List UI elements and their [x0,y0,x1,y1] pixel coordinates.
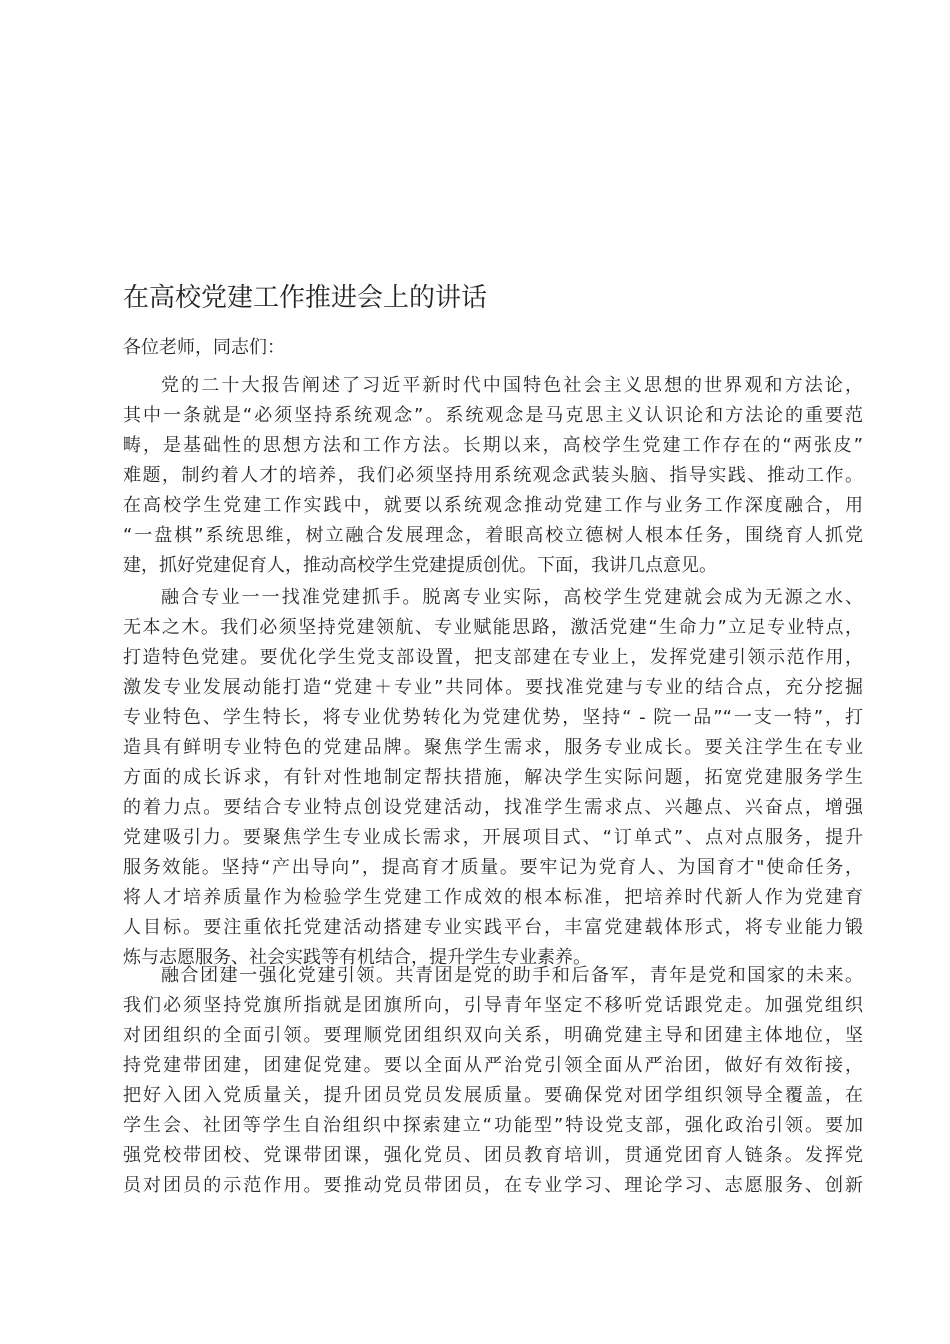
paragraph-3 [123,961,863,1201]
paragraph-line: 无本之木。我们必须坚持党建领航、专业赋能思路，激活党建“生命力”立足专业特点， [123,617,863,638]
paragraph-line: 强党校带团校、党课带团课，强化党员、团员教育培训，贯通党团育人链条。发挥党 [123,1145,863,1166]
paragraph-line: 难题，制约着人才的培养，我们必须坚持用系统观念武装头脑、指导实践、推动工作。 [123,465,863,486]
paragraph-line: 方面的成长诉求，有针对性地制定帮扶措施，解决学生实际问题，拓宽党建服务学生 [123,767,863,788]
paragraph-line: 打造特色党建。要优化学生党支部设置，把支部建在专业上，发挥党建引领示范作用， [123,647,863,668]
paragraph-line: 将人才培养质量作为检验学生党建工作成效的根本标准，把培养时代新人作为党建育 [123,887,863,908]
paragraph-line: 融合团建一强化党建引领。共青团是党的助手和后备军，青年是党和国家的未来。 [161,965,863,986]
paragraph-line: 员对团员的示范作用。要推动党员带团员，在专业学习、理论学习、志愿服务、创新 [123,1175,863,1196]
paragraph-line: 炼与志愿服务、社会实践等有机结合，提升学生专业素养。 [123,947,591,968]
paragraph-line: 在高校学生党建工作实践中，就要以系统观念推动党建工作与业务工作深度融合，用 [123,495,863,516]
paragraph-line: 我们必须坚持党旗所指就是团旗所向，引导青年坚定不移听党话跟党走。加强党组织 [123,995,863,1016]
paragraph-line: “一盘棋”系统思维，树立融合发展理念，着眼高校立德树人根本任务，围绕育人抓党 [123,525,863,546]
paragraph-line: 党建吸引力。要聚焦学生专业成长需求，开展项目式、“订单式”、点对点服务，提升 [123,827,863,848]
paragraph-line: 激发专业发展动能打造“党建＋专业”共同体。要找准党建与专业的结合点，充分挖掘 [123,677,863,698]
paragraph-line: 专业特色、学生特长，将专业优势转化为党建优势，坚持“ - 院一品”“一支一特”，打 [123,707,863,728]
paragraph-1 [123,371,863,581]
document-title: 在高校党建工作推进会上的讲话 [123,283,488,313]
paragraph-line: 学生会、社团等学生自治组织中探索建立“功能型”特设党支部，强化政治引领。要加 [123,1115,863,1136]
paragraph-line: 对团组织的全面引领。要理顺党团组织双向关系，明确党建主导和团建主体地位，坚 [123,1025,863,1046]
paragraph-line: 人目标。要注重依托党建活动搭建专业实践平台，丰富党建载体形式，将专业能力锻 [123,917,863,938]
paragraph-line: 其中一条就是“必须坚持系统观念”。系统观念是马克思主义认识论和方法论的重要范 [123,405,863,426]
salutation: 各位老师，同志们： [123,337,285,358]
paragraph-2 [123,583,863,973]
paragraph-line: 服务效能。坚持“产出导向”，提高育才质量。要牢记为党育人、为国育才"使命任务， [123,857,863,878]
paragraph-line: 畴，是基础性的思想方法和工作方法。长期以来，高校学生党建工作存在的“两张皮” [123,435,863,456]
paragraph-line: 建，抓好党建促育人，推动高校学生党建提质创优。下面，我讲几点意见。 [123,555,717,576]
paragraph-line: 的着力点。要结合专业特点创设党建活动，找准学生需求点、兴趣点、兴奋点，增强 [123,797,863,818]
paragraph-line: 党的二十大报告阐述了习近平新时代中国特色社会主义思想的世界观和方法论， [161,375,863,396]
paragraph-line: 造具有鲜明专业特色的党建品牌。聚焦学生需求，服务专业成长。要关注学生在专业 [123,737,863,758]
paragraph-line: 把好入团入党质量关，提升团员党员发展质量。要确保党对团学组织领导全覆盖，在 [123,1085,863,1106]
paragraph-line: 融合专业一一找准党建抓手。脱离专业实际，高校学生党建就会成为无源之水、 [161,587,863,608]
paragraph-line: 持党建带团建，团建促党建。要以全面从严治党引领全面从严治团，做好有效衔接， [123,1055,863,1076]
